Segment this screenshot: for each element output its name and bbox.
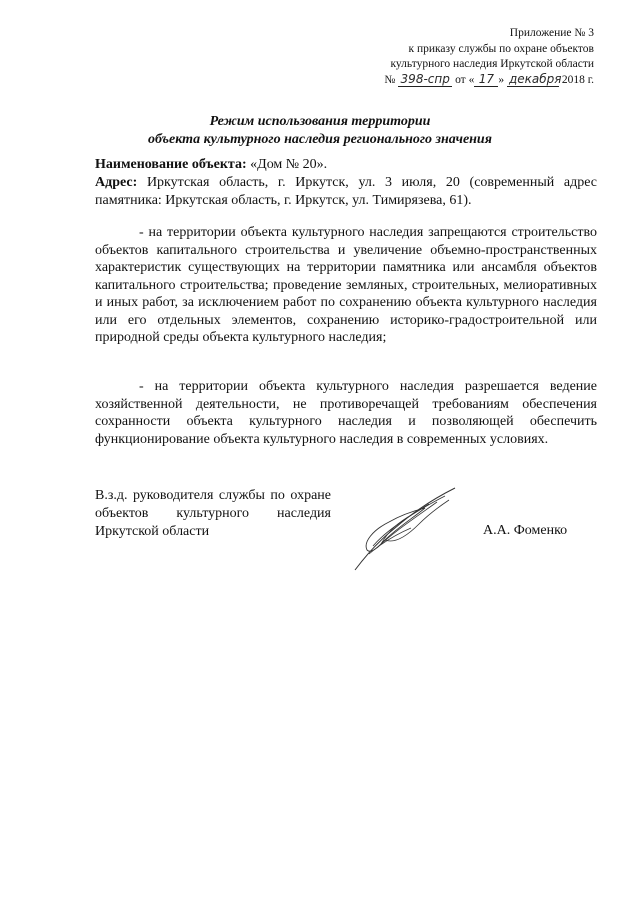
- title-line-1: Режим использования территории: [209, 114, 431, 129]
- document-title: [0, 113, 640, 149]
- title-line-2: объекта культурного наследия регионального значения: [148, 132, 492, 147]
- order-number-value: 398-спр: [400, 71, 450, 86]
- day-field: [474, 73, 498, 87]
- order-number-line: [384, 73, 594, 89]
- from-label: от «: [455, 73, 475, 86]
- object-address-value: Иркутская область, г. Иркутск, ул. 3 июля, 20 (современный адрес памятника: Иркутская область, г. Иркутск, ул. Тимирязева, 61).: [95, 175, 598, 208]
- signatory-position: В.з.д. руководителя службы по охране объектов культурного наследия Иркутской области: [95, 488, 331, 539]
- day-value: 17: [478, 71, 494, 86]
- number-prefix: №: [384, 73, 396, 86]
- permission-paragraph: - на территории объекта культурного наследия разрешается ведение хозяйственной деятельности, не противоречащей требованиям обеспечения сохранности объекта культурного наследия и позволяющей обеспечить функционирование объекта культурного наследия в современных условиях.: [95, 379, 597, 447]
- object-address: [95, 174, 597, 209]
- object-name-value: «Дом № 20».: [250, 157, 328, 172]
- month-value: декабря: [508, 71, 562, 86]
- year-text: 2018 г.: [561, 73, 594, 86]
- day-close: »: [498, 73, 505, 86]
- handwritten-signature: [333, 484, 473, 574]
- order-number-field: [398, 73, 452, 87]
- object-name-label: Наименование объекта:: [95, 157, 247, 172]
- restriction-paragraph: - на территории объекта культурного наследия запрещаются строительство объектов капитального строительства и увеличение объемно-пространственных характеристик существующих на территории памятника или ансамбля объектов капитального строительства; проведение земляных, строительных, мелиоративных и иных работ, за исключением работ по сохранению объекта культурного наследия или его отдельных элементов, сохранению историко-градостроительной или природной среды объекта культурного наследия;: [95, 225, 597, 345]
- appendix-number: Приложение № 3: [509, 27, 594, 39]
- object-address-label: Адрес:: [95, 175, 138, 190]
- object-name: [95, 156, 597, 174]
- appendix-order-ref: к приказу службы по охране объектов: [408, 42, 594, 55]
- appendix-header: [384, 26, 594, 88]
- signatory-name: А.А. Фоменко: [483, 523, 568, 538]
- appendix-agency: культурного наследия Иркутской области: [390, 58, 594, 70]
- month-field: [507, 71, 562, 87]
